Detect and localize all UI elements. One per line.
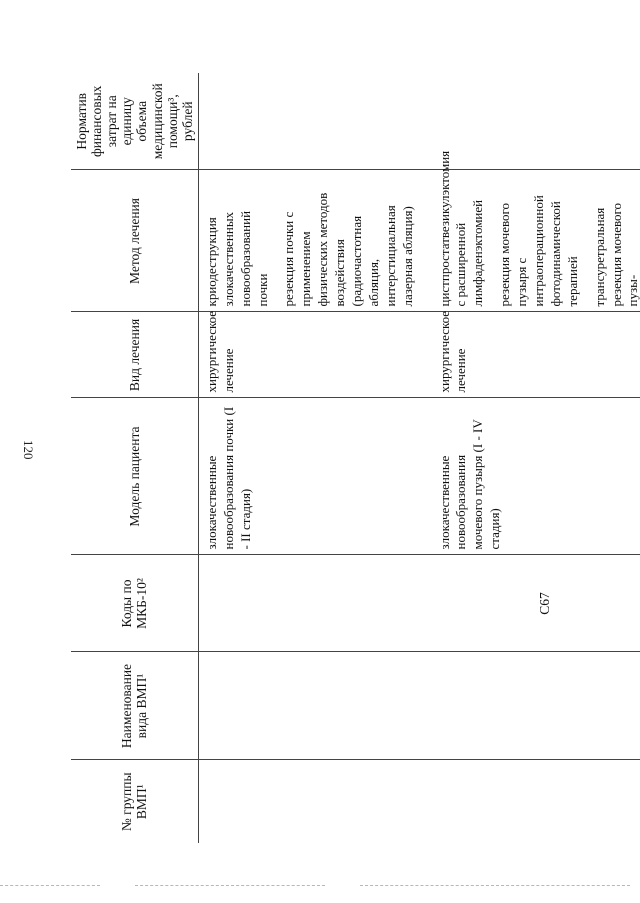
cell-norm <box>198 73 431 170</box>
cell-codes: C67 <box>432 555 640 652</box>
method-item: трансуретральная резекция мочевого пузы- <box>591 202 640 307</box>
header-codes: Коды по МКБ-10² <box>71 555 198 652</box>
cell-name <box>198 652 431 760</box>
method-item: резекция почки с применением физических методов воздействия (радиочастотная абляция, интерстициальная лазерная абляция) <box>281 192 415 307</box>
cell-name <box>432 652 640 760</box>
method-item: цистпростатвезикулэктомия с расширенной лимфаденэктомией <box>436 150 486 307</box>
cell-method <box>198 170 431 312</box>
cell-norm <box>432 73 640 170</box>
scan-artifact-line <box>135 885 325 887</box>
cell-patient-model: злокачественные новообразования почки (I - II стадия) <box>198 398 431 555</box>
vmp-table <box>71 73 640 843</box>
cell-patient-model: злокачественные новообразования мочевого пузыря (I - IV стадия) <box>432 398 640 555</box>
table-header-row <box>71 73 198 843</box>
header-method: Метод лечения <box>71 170 198 312</box>
page-number: 120 <box>21 440 36 460</box>
cell-group-no <box>432 760 640 843</box>
table-row <box>432 73 640 843</box>
rotated-table-container <box>71 73 640 843</box>
cell-method <box>432 150 640 312</box>
header-group-no: № группы ВМП¹ <box>71 760 198 843</box>
method-item: криодеструкция злокачественных новообразований почки <box>203 210 270 307</box>
cell-group-no <box>198 760 431 843</box>
cell-codes <box>198 555 431 652</box>
method-item: резекция мочевого пузыря с интраоперационной фотодинамической терапией <box>497 195 580 307</box>
table-row <box>198 73 431 843</box>
scan-artifact-line <box>360 885 630 887</box>
header-treatment-type: Вид лечения <box>71 312 198 398</box>
header-name: Наименование вида ВМП¹ <box>71 652 198 760</box>
scan-artifact-line <box>0 885 100 887</box>
header-patient-model: Модель пациента <box>71 398 198 555</box>
header-norm: Норматив финансовых затрат на единицу объема медицинской помощи³, рублей <box>71 73 198 170</box>
cell-treatment-type: хирургическое лечение <box>198 312 431 398</box>
cell-treatment-type: хирургическое лечение <box>432 312 640 398</box>
